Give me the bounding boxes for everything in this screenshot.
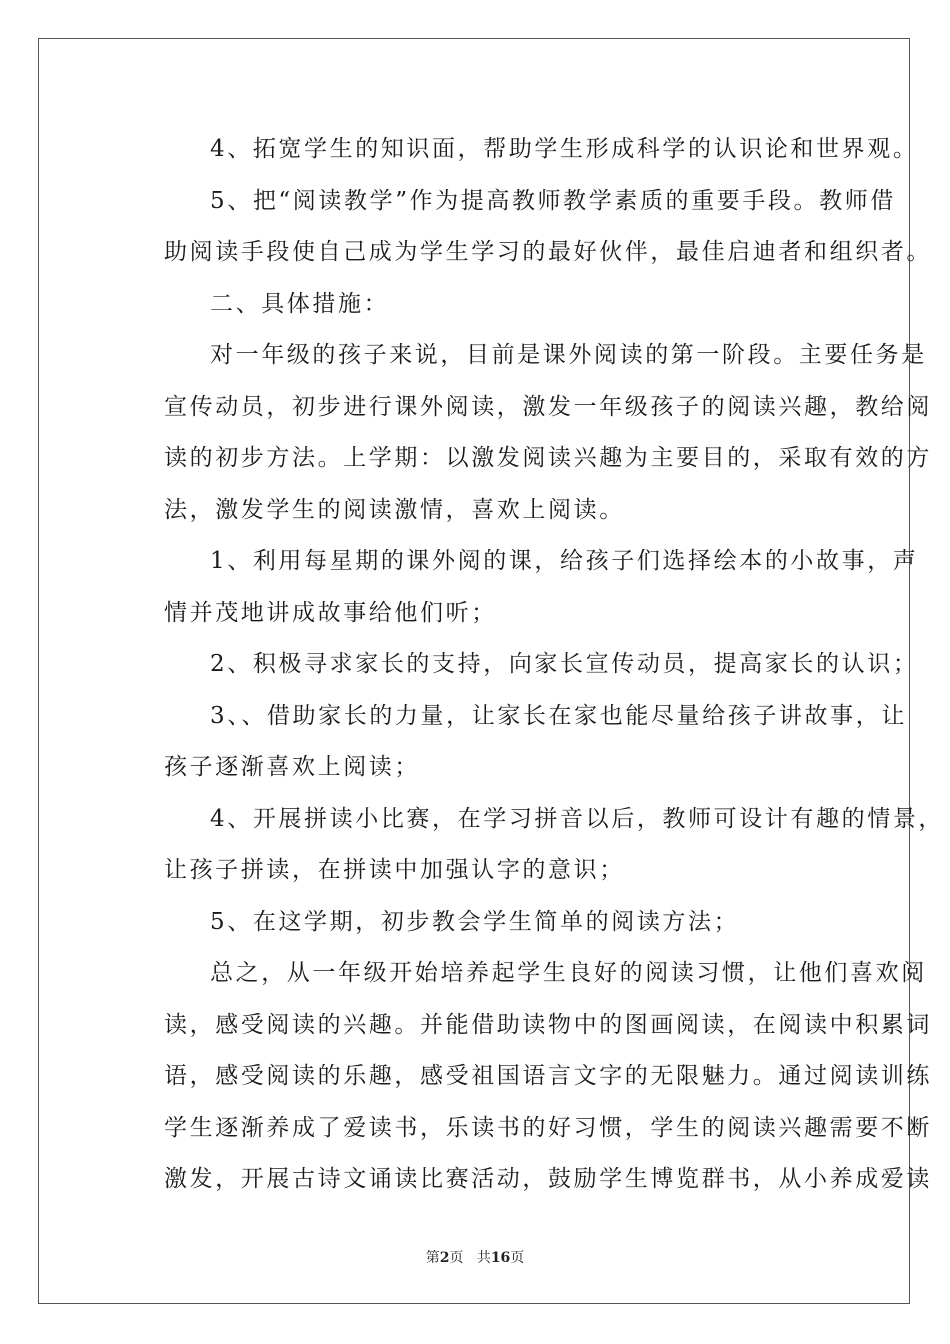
document-body [118,124,945,1206]
text-line: 4、开展拼读小比赛，在学习拼音以后，教师可设计有趣的情景， [210,805,945,832]
paragraph [118,176,932,279]
paragraph [118,948,932,1206]
text-line: 宣传动员，初步进行课外阅读，激发一年级孩子的阅读兴趣，教给阅 [164,393,932,420]
list-item [118,691,907,794]
text-line: 孩子逐渐喜欢上阅读； [164,754,420,780]
page-prefix: 第 [425,1250,440,1266]
section-heading [118,279,833,331]
total-prefix: 共 [476,1250,491,1266]
text-line: 学生逐渐养成了爱读书，乐读书的好习惯，学生的阅读兴趣需要不断 [164,1114,932,1141]
text-line: 2、积极寻求家长的支持，向家长宣传动员，提高家长的认识； [210,651,919,677]
text-line: 法，激发学生的阅读激情，喜欢上阅读。 [164,496,625,523]
text-line: 3、、借助家长的力量，让家长在家也能尽量给孩子讲故事，让 [210,702,907,729]
text-line: 4、拓宽学生的知识面，帮助学生形成科学的认识论和世界观。 [210,136,919,162]
text-line: 总之，从一年级开始培养起学生良好的阅读习惯，让他们喜欢阅 [210,960,927,986]
text-line: 1、利用每星期的课外阅的课，给孩子们选择绘本的小故事，声 [210,548,919,574]
text-line: 语，感受阅读的乐趣，感受祖国语言文字的无限魅力。通过阅读训练 [164,1063,932,1089]
list-item [118,794,945,897]
page-footer [0,1247,950,1267]
list-item [118,897,833,949]
page-total: 16 [490,1250,511,1266]
page-suffix: 页 [449,1250,464,1266]
text-line: 读，感受阅读的兴趣。并能借助读物中的图画阅读，在阅读中积累词 [164,1011,932,1038]
text-line: 激发，开展古诗文诵读比赛活动，鼓励学生博览群书，从小养成爱读 [164,1166,932,1192]
page-number: 2 [439,1250,450,1266]
text-line: 让孩子拼读，在拼读中加强认字的意识； [164,857,625,883]
list-item [118,639,919,691]
list-item [118,536,919,639]
text-line: 读的初步方法。上学期：以激发阅读兴趣为主要目的，采取有效的方 [164,445,932,471]
text-line: 二、具体措施： [210,290,390,317]
text-line: 情并茂地讲成故事给他们听； [164,599,497,626]
text-line: 5、把“阅读教学”作为提高教师教学素质的重要手段。教师借 [210,187,896,214]
text-line: 助阅读手段使自己成为学生学习的最好伙伴，最佳启迪者和组织者。 [164,239,932,265]
total-suffix: 页 [510,1250,525,1266]
paragraph [118,330,932,536]
text-line: 对一年级的孩子来说，目前是课外阅读的第一阶段。主要任务是 [210,342,927,368]
paragraph [118,124,919,176]
text-line: 5、在这学期，初步教会学生简单的阅读方法； [210,908,740,935]
